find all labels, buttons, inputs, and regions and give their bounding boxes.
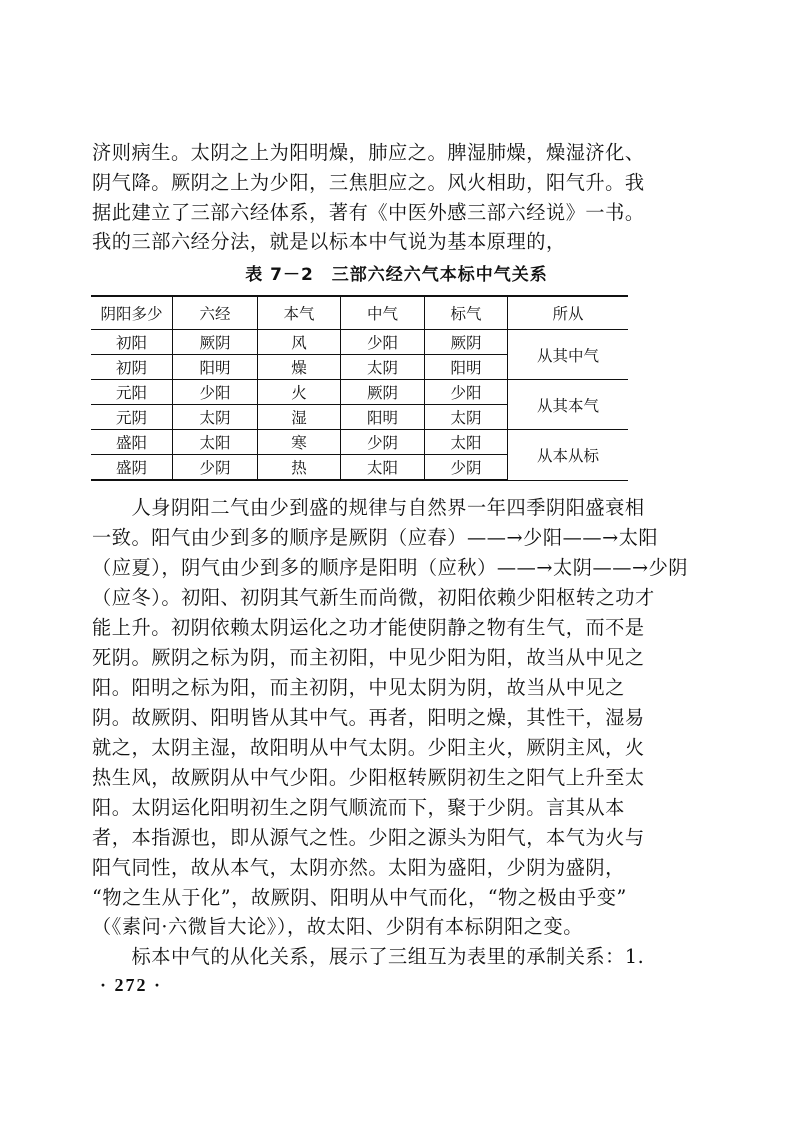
body-text-line: 死阴。厥阴之标为阴，而主初阳，中见少阳为阳，故当从中见之 bbox=[92, 646, 645, 669]
table-cell: 少阳 bbox=[341, 330, 425, 355]
table-header-cell: 所从 bbox=[508, 296, 629, 330]
body-text-line: 就之，太阴主湿，故阳明从中气太阴。少阳主火，厥阴主风，火 bbox=[92, 736, 645, 759]
table-caption bbox=[0, 260, 793, 285]
table-cell: 元阴 bbox=[91, 405, 173, 430]
body-text-line: “物之生从于化”，故厥阴、阳明从中气而化，“物之极由乎变” bbox=[92, 886, 627, 909]
table-cell: 太阴 bbox=[341, 355, 425, 380]
table-caption-number: 表 7－2 bbox=[245, 265, 314, 285]
table-cell: 湿 bbox=[258, 405, 341, 430]
table-cell: 太阴 bbox=[173, 405, 258, 430]
body-text-line: （《素问·六微旨大论》），故太阳、少阴有本标阴阳之变。 bbox=[92, 915, 584, 938]
table-header-row bbox=[91, 296, 628, 330]
table-cell: 盛阴 bbox=[91, 455, 173, 481]
body-text-line: 阴气降。厥阴之上为少阳，三焦胆应之。风火相助，阳气升。我 bbox=[92, 171, 645, 194]
follow-group-cell: 从本从标 bbox=[508, 430, 629, 481]
body-text-line: 我的三部六经分法，就是以标本中气说为基本原理的， bbox=[92, 230, 566, 253]
table-cell: 厥阴 bbox=[341, 380, 425, 405]
body-text-line: 据此建立了三部六经体系，著有《中医外感三部六经说》一书。 bbox=[92, 201, 645, 224]
page-number: · 272 · bbox=[100, 975, 163, 995]
table-header-cell: 本气 bbox=[258, 296, 341, 330]
body-text-line: 热生风，故厥阴从中气少阳。少阳枢转厥阴初生之阳气上升至太 bbox=[92, 766, 645, 789]
table-cell: 厥阴 bbox=[173, 330, 258, 355]
body-text-line: （应夏），阴气由少到多的顺序是阳明（应秋）——→太阴——→少阴 bbox=[92, 556, 689, 579]
table-cell: 阳明 bbox=[341, 405, 425, 430]
table-cell: 火 bbox=[258, 380, 341, 405]
table-cell: 少阳 bbox=[425, 380, 508, 405]
table-cell: 盛阳 bbox=[91, 430, 173, 455]
body-text-line: 能上升。初阴依赖太阴运化之功才能使阴静之物有生气，而不是 bbox=[92, 616, 645, 639]
body-text-line: 阴。故厥阴、阳明皆从其中气。再者，阳明之燥，其性干，湿易 bbox=[92, 706, 645, 729]
table-cell: 太阴 bbox=[425, 405, 508, 430]
table-cell: 太阳 bbox=[173, 430, 258, 455]
table-cell: 少阴 bbox=[425, 455, 508, 481]
table-cell: 热 bbox=[258, 455, 341, 481]
table-cell: 太阳 bbox=[425, 430, 508, 455]
table-cell: 燥 bbox=[258, 355, 341, 380]
table-row bbox=[91, 430, 628, 455]
body-text-line: （应冬）。初阳、初阴其气新生而尚微，初阳依赖少阳枢转之功才 bbox=[92, 586, 655, 609]
follow-group-cell: 从其本气 bbox=[508, 380, 629, 430]
table-cell: 寒 bbox=[258, 430, 341, 455]
table-cell: 少阴 bbox=[173, 455, 258, 481]
body-text-line: 者，本指源也，即从源气之性。少阳之源头为阳气，本气为火与 bbox=[92, 826, 645, 849]
table-header-cell: 中气 bbox=[341, 296, 425, 330]
body-text-line: 标本中气的从化关系，展示了三组互为表里的承制关系：1. bbox=[92, 945, 645, 968]
body-text-line: 阳。阳明之标为阳，而主初阴，中见太阴为阴，故当从中见之 bbox=[92, 676, 625, 699]
relation-table bbox=[91, 295, 628, 481]
table-header-cell: 标气 bbox=[425, 296, 508, 330]
table-cell: 初阳 bbox=[91, 330, 173, 355]
body-text-line: 人身阴阳二气由少到盛的规律与自然界一年四季阴阳盛衰相 bbox=[92, 496, 645, 519]
body-text-line: 济则病生。太阴之上为阳明燥，肺应之。脾湿肺燥，燥湿济化、 bbox=[92, 141, 645, 164]
table-row bbox=[91, 330, 628, 355]
table-cell: 阳明 bbox=[173, 355, 258, 380]
table-cell: 厥阴 bbox=[425, 330, 508, 355]
table-header-cell: 六经 bbox=[173, 296, 258, 330]
table-cell: 初阴 bbox=[91, 355, 173, 380]
table-header-cell: 阴阳多少 bbox=[91, 296, 173, 330]
table-cell: 少阴 bbox=[341, 430, 425, 455]
table-cell: 太阳 bbox=[341, 455, 425, 481]
body-text-line: 阳。太阴运化阳明初生之阴气顺流而下，聚于少阴。言其从本 bbox=[92, 796, 625, 819]
body-text-line: 阳气同性，故从本气，太阴亦然。太阳为盛阳，少阴为盛阴， bbox=[92, 856, 625, 879]
table-cell: 风 bbox=[258, 330, 341, 355]
body-text-line: 一致。阳气由少到多的顺序是厥阴（应春）——→少阳——→太阳 bbox=[92, 526, 659, 549]
table-caption-title: 三部六经六气本标中气关系 bbox=[331, 265, 548, 285]
table-cell: 元阳 bbox=[91, 380, 173, 405]
table-row bbox=[91, 380, 628, 405]
follow-group-cell: 从其中气 bbox=[508, 330, 629, 380]
table-cell: 阳明 bbox=[425, 355, 508, 380]
table-cell: 少阳 bbox=[173, 380, 258, 405]
